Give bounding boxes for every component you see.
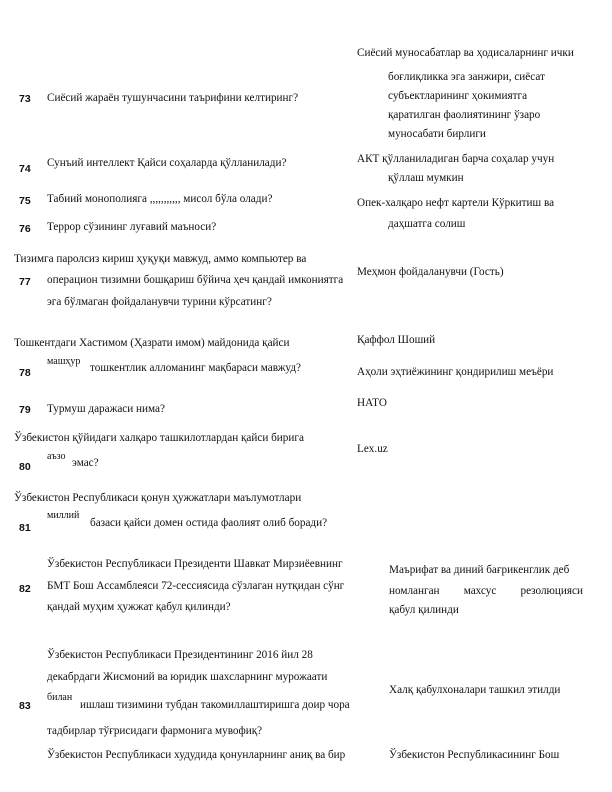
answer-word: махсус <box>463 585 497 597</box>
question-text: Ўзбекистон Республикаси қонун ҳужжатлари маълумотлари <box>14 492 302 504</box>
answer-text: НАТО <box>357 397 387 409</box>
question-superscript-word: миллий <box>47 510 80 521</box>
question-number: 78 <box>19 367 31 379</box>
answer-line: субъектларининг ҳокимиятга <box>388 90 528 102</box>
question-superscript-word: машҳур <box>47 356 81 367</box>
question-number: 80 <box>19 461 31 473</box>
answer-text: Маърифат ва диний бағрикенглик деб <box>389 564 570 576</box>
question-text: Турмуш даражаси нима? <box>47 403 165 415</box>
question-number: 83 <box>19 700 31 712</box>
answer-text-continued <box>389 585 583 598</box>
answer-line: муносабати бирлиги <box>388 128 486 140</box>
answer-text-continued: даҳшатга солиш <box>388 218 466 230</box>
question-text: Ўзбекистон Республикаси Президенти Шавкат Мирзиёевнинг <box>47 558 343 570</box>
answer-text: АКТ қўлланиладиган барча соҳалар учун <box>357 153 555 165</box>
question-text-continued: базаси қайси домен остида фаолият олиб боради? <box>90 517 328 529</box>
answer-word: резолюцияси <box>520 585 583 597</box>
question-number: 76 <box>19 223 31 235</box>
answer-word: номланган <box>389 585 440 597</box>
question-text-continued: декабрдаги Жисмоний ва юридик шахсларнинг мурожаати <box>47 671 328 683</box>
question-text: Ўзбекистон Республикаси худудида қонунларнинг аниқ ва бир <box>47 749 346 761</box>
question-text: Ўзбекистон Республикаси Президентининг 2016 йил 28 <box>47 649 313 661</box>
question-number: 75 <box>19 195 31 207</box>
answer-text-continued <box>388 68 545 144</box>
question-text-continued: операцион тизимни бошқариш бўйича ҳеч қандай имкониятга <box>47 274 344 286</box>
question-number: 73 <box>19 93 31 105</box>
question-text: Табиий монополияга ,,,,,,,,,,, мисол бўла олади? <box>47 193 273 205</box>
question-text: Ўзбекистон қўйидаги халқаро ташкилотлардан қайси бирига <box>14 432 304 444</box>
question-text-continued: БМТ Бош Ассамблеяси 72-сессиясида сўзлаган нутқидан сўнг <box>47 580 345 592</box>
question-number: 74 <box>19 163 31 175</box>
answer-text-continued: қўллаш мумкин <box>388 172 464 184</box>
question-text: Террор сўзининг луғавий маъноси? <box>47 221 217 233</box>
question-text: Сиёсий жараён тушунчасини таърифини келтиринг? <box>47 92 299 104</box>
answer-text: Опек-халқаро нефт картели Кўркитиш ва <box>357 197 555 209</box>
question-text-continued: ишлаш тизимини тубдан такомиллаштиришга доир чора <box>80 699 350 711</box>
question-text-continued: эга бўлмаган фойдаланувчи турини кўрсатинг? <box>47 296 272 308</box>
question-superscript-word: билан <box>47 692 73 703</box>
answer-text-continued: қабул қилинди <box>389 604 459 616</box>
question-number: 81 <box>19 522 31 534</box>
question-text-continued: тадбирлар тўғрисидаги фармонига мувофиқ? <box>47 725 263 737</box>
question-text-continued: эмас? <box>72 457 99 469</box>
question-text: Тизимга паролсиз кириш ҳуқуқи мавжуд, аммо компьютер ва <box>14 253 307 265</box>
question-number: 82 <box>19 583 31 595</box>
answer-text: Халқ қабулхоналари ташкил этилди <box>389 684 561 696</box>
question-number: 77 <box>19 276 31 288</box>
question-text: Тошкентдаги Хастимом (Ҳазрати имом) майдонида қайси <box>14 337 290 349</box>
question-text: Сунъий интеллект Қайси соҳаларда қўлланилади? <box>47 157 287 169</box>
question-number: 79 <box>19 404 31 416</box>
answer-text: Аҳоли эҳтиёжининг қондирилиш меъёри <box>357 366 554 378</box>
answer-text: Меҳмон фойдаланувчи (Гость) <box>357 266 504 278</box>
answer-text: Қаффол Шоший <box>357 334 436 346</box>
answer-text: Ўзбекистон Республикасининг Бош <box>389 749 560 761</box>
answer-line: қаратилган фаолиятининг ўзаро <box>388 109 541 121</box>
question-text-continued: қандай муҳим ҳужжат қабул қилинди? <box>47 601 231 613</box>
answer-text: Сиёсий муносабатлар ва ҳодисаларнинг ички <box>357 47 574 59</box>
answer-text: Lex.uz <box>357 443 388 455</box>
answer-line: боғлиқликка эга занжири, сиёсат <box>388 71 545 83</box>
question-text-continued: тошкентлик алломанинг мақбараси мавжуд? <box>90 362 301 374</box>
question-superscript-word: аъзо <box>47 451 66 462</box>
